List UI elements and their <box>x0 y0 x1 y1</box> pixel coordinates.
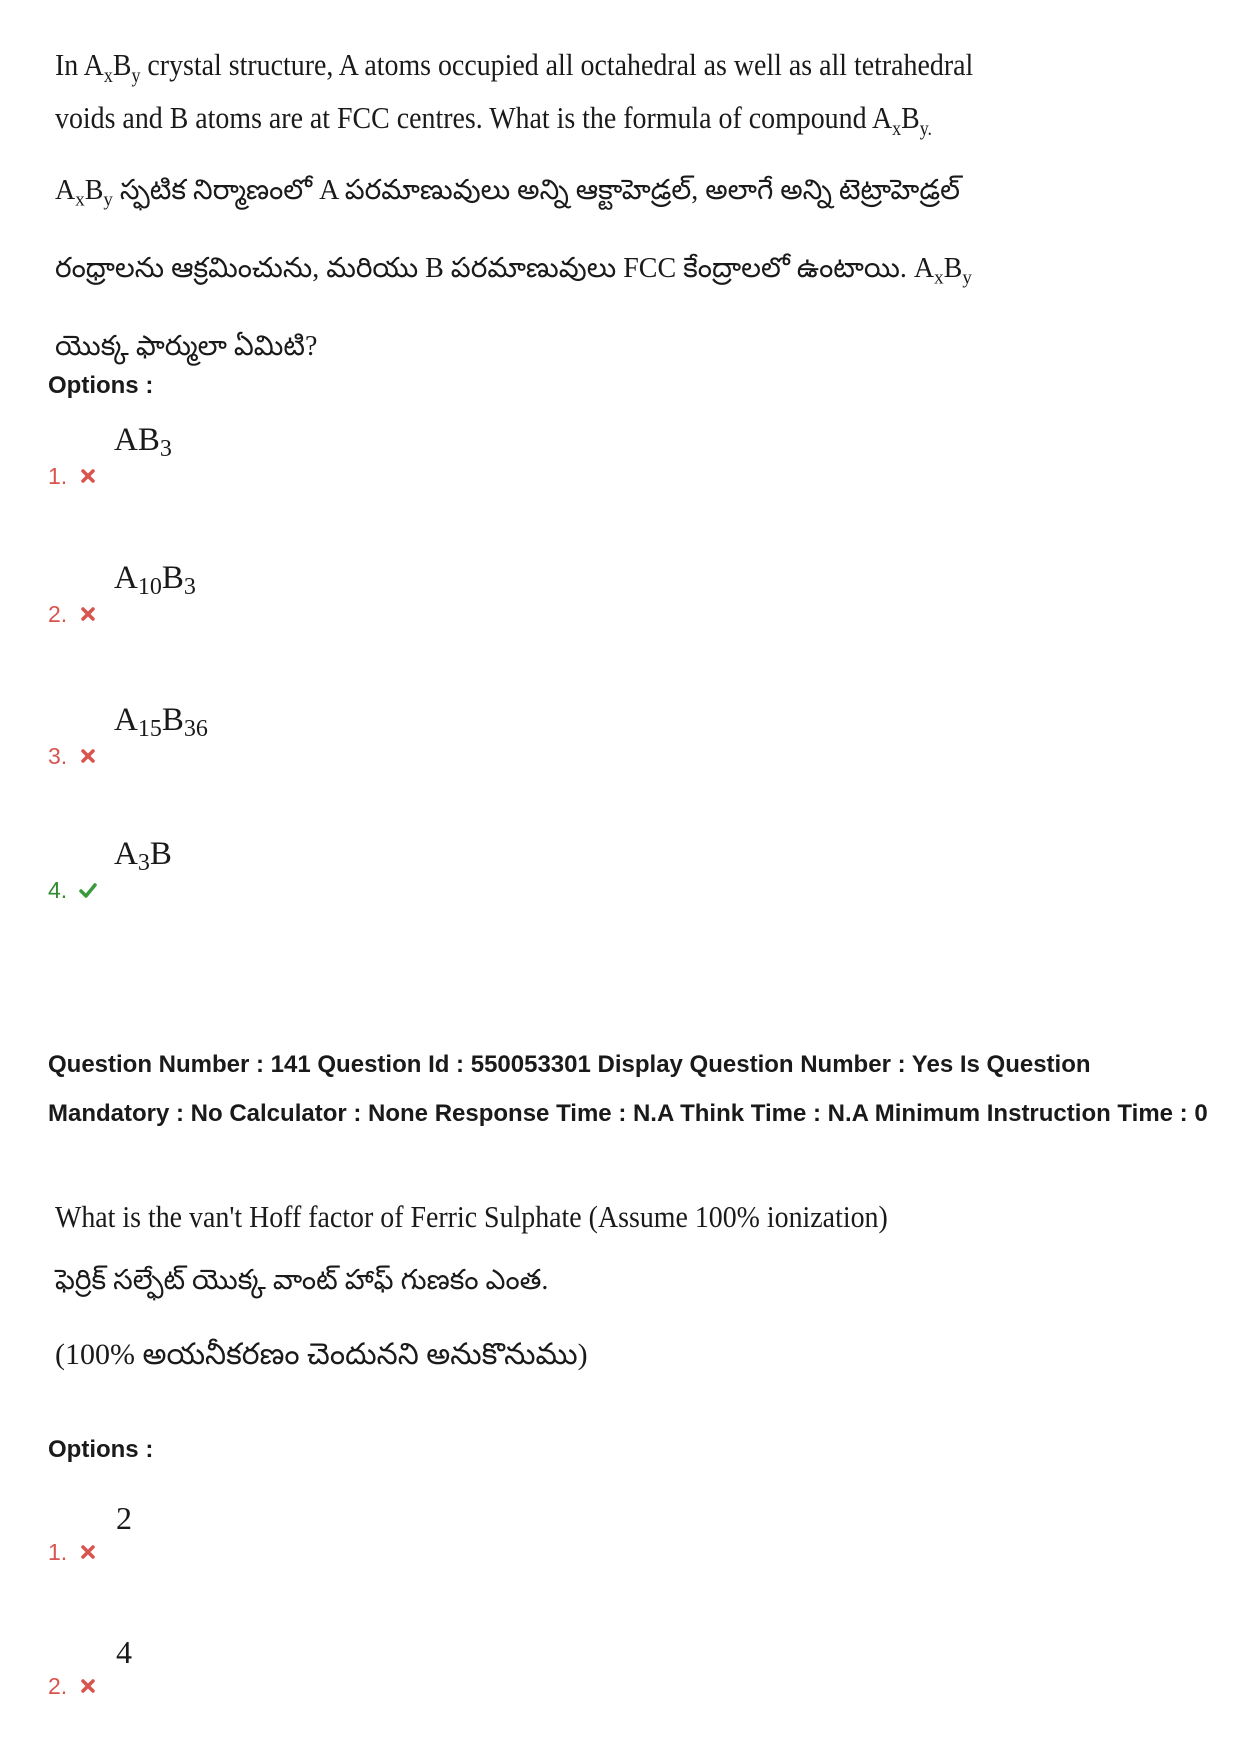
question-2-telugu-line-1: ఫెర్రిక్ సల్ఫేట్ యొక్క వాంట్ హాఫ్ గుణకం ఎంత. <box>55 1265 549 1296</box>
cross-icon <box>78 1676 98 1696</box>
options-label: Options : <box>48 372 154 399</box>
option-1 <box>48 422 548 490</box>
question-1-telugu-line-3: యొక్క ఫార్ములా ఏమిటి? <box>55 330 318 362</box>
option-formula: $A_3B$ <box>114 836 172 876</box>
option-value: 2 <box>116 1500 132 1536</box>
question-2-english-line: What is the van't Hoff factor of Ferric Sulphate (Assume 100% ionization) <box>55 1199 888 1234</box>
cross-icon <box>78 746 98 766</box>
option-formula: $AB_3$ <box>114 422 172 462</box>
question-1-english-line-1: In $A_xB_y$ crystal structure, A atoms occupied all octahedral as well as all tetrahedral <box>55 47 974 88</box>
question-1-telugu-line-2: రంధ్రాలను ఆక్రమించును, మరియు B పరమాణువులు FCC కేంద్రాలలో ఉంటాయి. $A_xB_y$ <box>55 252 972 289</box>
option-formula: $A_{15}B_{36}$ <box>114 702 208 742</box>
option-2 <box>48 560 548 628</box>
checkmark-icon <box>78 880 98 900</box>
option-number: 4. <box>48 877 68 903</box>
question-1-image <box>55 44 1075 366</box>
options-label: Options : <box>48 1436 154 1463</box>
cross-icon <box>78 1542 98 1562</box>
question-2-image <box>55 1196 980 1374</box>
option-1 <box>48 1500 548 1566</box>
question-1-english-line-2: voids and B atoms are at FCC centres. What is the formula of compound $A_xB_{y.}$ <box>55 100 933 141</box>
option-number: 1. <box>48 463 68 489</box>
cross-icon <box>78 466 98 486</box>
option-number: 2. <box>48 1673 68 1699</box>
option-3 <box>48 702 548 770</box>
option-number: 1. <box>48 1539 68 1565</box>
question-1-telugu-line-1: $A_xB_y$ స్ఫటిక నిర్మాణంలో A పరమాణువులు అన్ని ఆక్టాహెడ్రల్, అలాగే అన్ని టెట్రాహెడ్రల్ <box>55 175 960 211</box>
option-2 <box>48 1634 548 1700</box>
option-number: 3. <box>48 743 68 769</box>
question-2-metadata: Question Number : 141 Question Id : 550053301 Display Question Number : Yes Is Question Mandatory : No Calculator : None Response Time : N.A Think Time : N.A Minimum Instruction Time : 0 <box>48 1051 1208 1127</box>
option-number: 2. <box>48 601 68 627</box>
option-4 <box>48 836 548 904</box>
question-2-telugu-line-2: (100% అయనీకరణం చెందునని అనుకొనుము) <box>55 1338 588 1371</box>
cross-icon <box>78 604 98 624</box>
option-formula: $A_{10}B_3$ <box>114 560 196 600</box>
option-value: 4 <box>116 1634 132 1670</box>
